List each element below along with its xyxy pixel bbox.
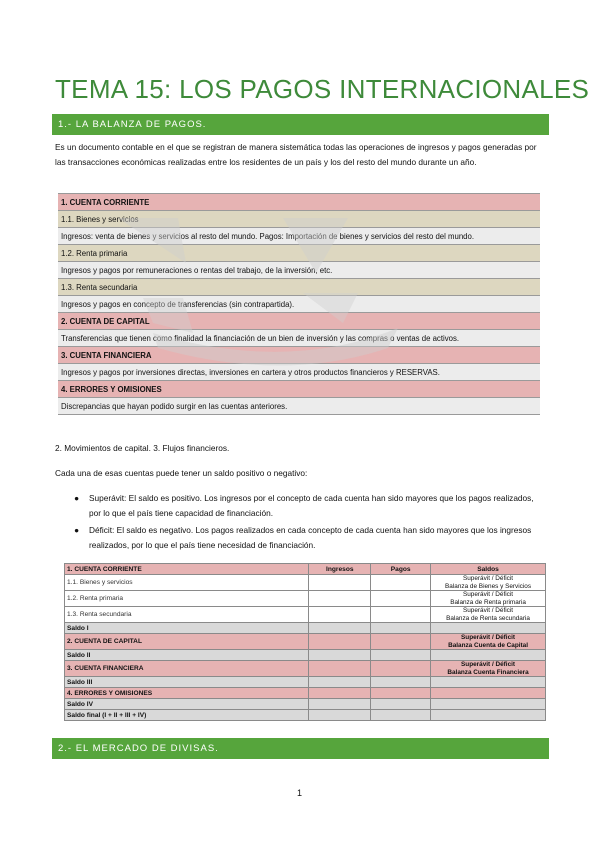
table-row [65,575,546,591]
bullet-item [72,491,542,520]
ingresos-cell [309,677,371,688]
saldo-type: Superávit / Déficit [462,575,514,582]
row-label: 3. CUENTA FINANCIERA [65,661,309,677]
bop-row: Discrepancias que hayan podido surgir en las cuentas anteriores. [58,398,540,415]
intro-paragraph: Es un documento contable en el que se registran de manera sistemática todas las operaciones de ingresos y pagos generadas por las transacciones económicas realizadas entre los residentes de un país y los del resto del mundo durante un año. [55,142,537,167]
table-row [65,661,546,677]
bop-row: Ingresos y pagos por inversiones directas, inversiones en cartera y otros productos financieros y RESERVAS. [58,364,540,381]
saldo-cell [431,710,546,721]
saldos-table [64,563,546,721]
bop-row: 1.3. Renta secundaria [58,279,540,296]
bop-row: 2. CUENTA DE CAPITAL [58,313,540,330]
saldo-type: Superávit / Déficit [461,661,516,668]
table-row [65,623,546,634]
row-label: Saldo II [65,650,309,661]
header-cuenta-corriente: 1. CUENTA CORRIENTE [65,564,309,575]
saldo-type: Superávit / Déficit [462,591,514,598]
table-row [65,699,546,710]
ingresos-cell [309,591,371,607]
ingresos-cell [309,575,371,591]
bop-row: 3. CUENTA FINANCIERA [58,347,540,364]
balance-of-payments-table [58,193,540,415]
saldo-cell [431,650,546,661]
row-label: 4. ERRORES Y OMISIONES [65,688,309,699]
saldo-balance-name: Balanza de Renta primaria [450,598,526,606]
saldo-cell [431,634,546,650]
bop-row: Transferencias que tienen como finalidad la financiación de un bien de inversión y las compras o ventas de activos. [58,330,540,347]
bullet-text: Déficit: El saldo es negativo. Los pagos realizados en cada concepto de cada cuenta han sido mayores que los ingresos realizados, por lo que el país tiene necesidad de financiación. [89,525,532,550]
section-heading-mercado-de-divisas: 2.- EL MERCADO DE DIVISAS. [52,738,549,759]
pagos-cell [371,634,431,650]
header-saldos: Saldos [431,564,546,575]
table-row [65,688,546,699]
table-row [65,650,546,661]
ingresos-cell [309,710,371,721]
table-row [65,710,546,721]
bop-row: 4. ERRORES Y OMISIONES [58,381,540,398]
saldo-cell [431,677,546,688]
ingresos-cell [309,650,371,661]
saldo-bullet-list [72,491,542,555]
row-label: Saldo IV [65,699,309,710]
saldo-cell [431,623,546,634]
saldo-type: Superávit / Déficit [461,634,516,641]
saldo-cell [431,575,546,591]
ingresos-cell [309,607,371,623]
bop-row: Ingresos y pagos por remuneraciones o rentas del trabajo, de la inversión, etc. [58,262,540,279]
bop-row: 1.1. Bienes y servicios [58,211,540,228]
bop-row: 1.2. Renta primaria [58,245,540,262]
saldo-balance-name: Balanza de Bienes y Servicios [445,582,532,590]
table-row [65,634,546,650]
pagos-cell [371,650,431,661]
pagos-cell [371,661,431,677]
bop-row: Ingresos: venta de bienes y servicios al resto del mundo. Pagos: Importación de bienes y servicios del resto del mundo. [58,228,540,245]
saldo-balance-name: Balanza de Renta secundaria [446,614,530,622]
saldo-type: Superávit / Déficit [462,607,514,614]
bop-row: 1. CUENTA CORRIENTE [58,194,540,211]
saldo-cell [431,688,546,699]
pagos-cell [371,607,431,623]
ingresos-cell [309,688,371,699]
table-row [65,677,546,688]
row-label: 1.1. Bienes y servicios [65,575,309,591]
pagos-cell [371,710,431,721]
saldo-intro-line: Cada una de esas cuentas puede tener un saldo positivo o negativo: [55,468,308,478]
ingresos-cell [309,623,371,634]
header-pagos: Pagos [371,564,431,575]
table-row [65,591,546,607]
page-title: TEMA 15: LOS PAGOS INTERNACIONALES [55,74,590,104]
pagos-cell [371,591,431,607]
bullet-item [72,523,542,552]
row-label: Saldo III [65,677,309,688]
page-number: 1 [296,788,302,798]
saldo-cell [431,607,546,623]
saldos-table-header-row [65,564,546,575]
saldo-cell [431,699,546,710]
pagos-cell [371,699,431,710]
bullet-text: Superávit: El saldo es positivo. Los ingresos por el concepto de cada cuenta han sido mayores que los pagos realizados, por lo que el país tiene capacidad de financiación. [89,493,534,518]
bullet-dot-icon: ● [74,525,80,535]
pagos-cell [371,688,431,699]
saldo-cell [431,661,546,677]
row-label: 1.3. Renta secundaria [65,607,309,623]
header-ingresos: Ingresos [309,564,371,575]
ingresos-cell [309,634,371,650]
ingresos-cell [309,661,371,677]
row-label: Saldo final (I + II + III + IV) [65,710,309,721]
row-label: Saldo I [65,623,309,634]
saldo-balance-name: Balanza Cuenta de Capital [448,641,528,649]
bop-row: Ingresos y pagos en concepto de transferencias (sin contrapartida). [58,296,540,313]
table-row [65,607,546,623]
section-heading-balanza-de-pagos: 1.- LA BALANZA DE PAGOS. [52,114,549,135]
movements-line: 2. Movimientos de capital. 3. Flujos financieros. [55,443,230,453]
row-label: 1.2. Renta primaria [65,591,309,607]
pagos-cell [371,575,431,591]
pagos-cell [371,677,431,688]
row-label: 2. CUENTA DE CAPITAL [65,634,309,650]
pagos-cell [371,623,431,634]
saldo-balance-name: Balanza Cuenta Financiera [447,668,529,676]
saldo-cell [431,591,546,607]
ingresos-cell [309,699,371,710]
bullet-dot-icon: ● [74,493,80,503]
